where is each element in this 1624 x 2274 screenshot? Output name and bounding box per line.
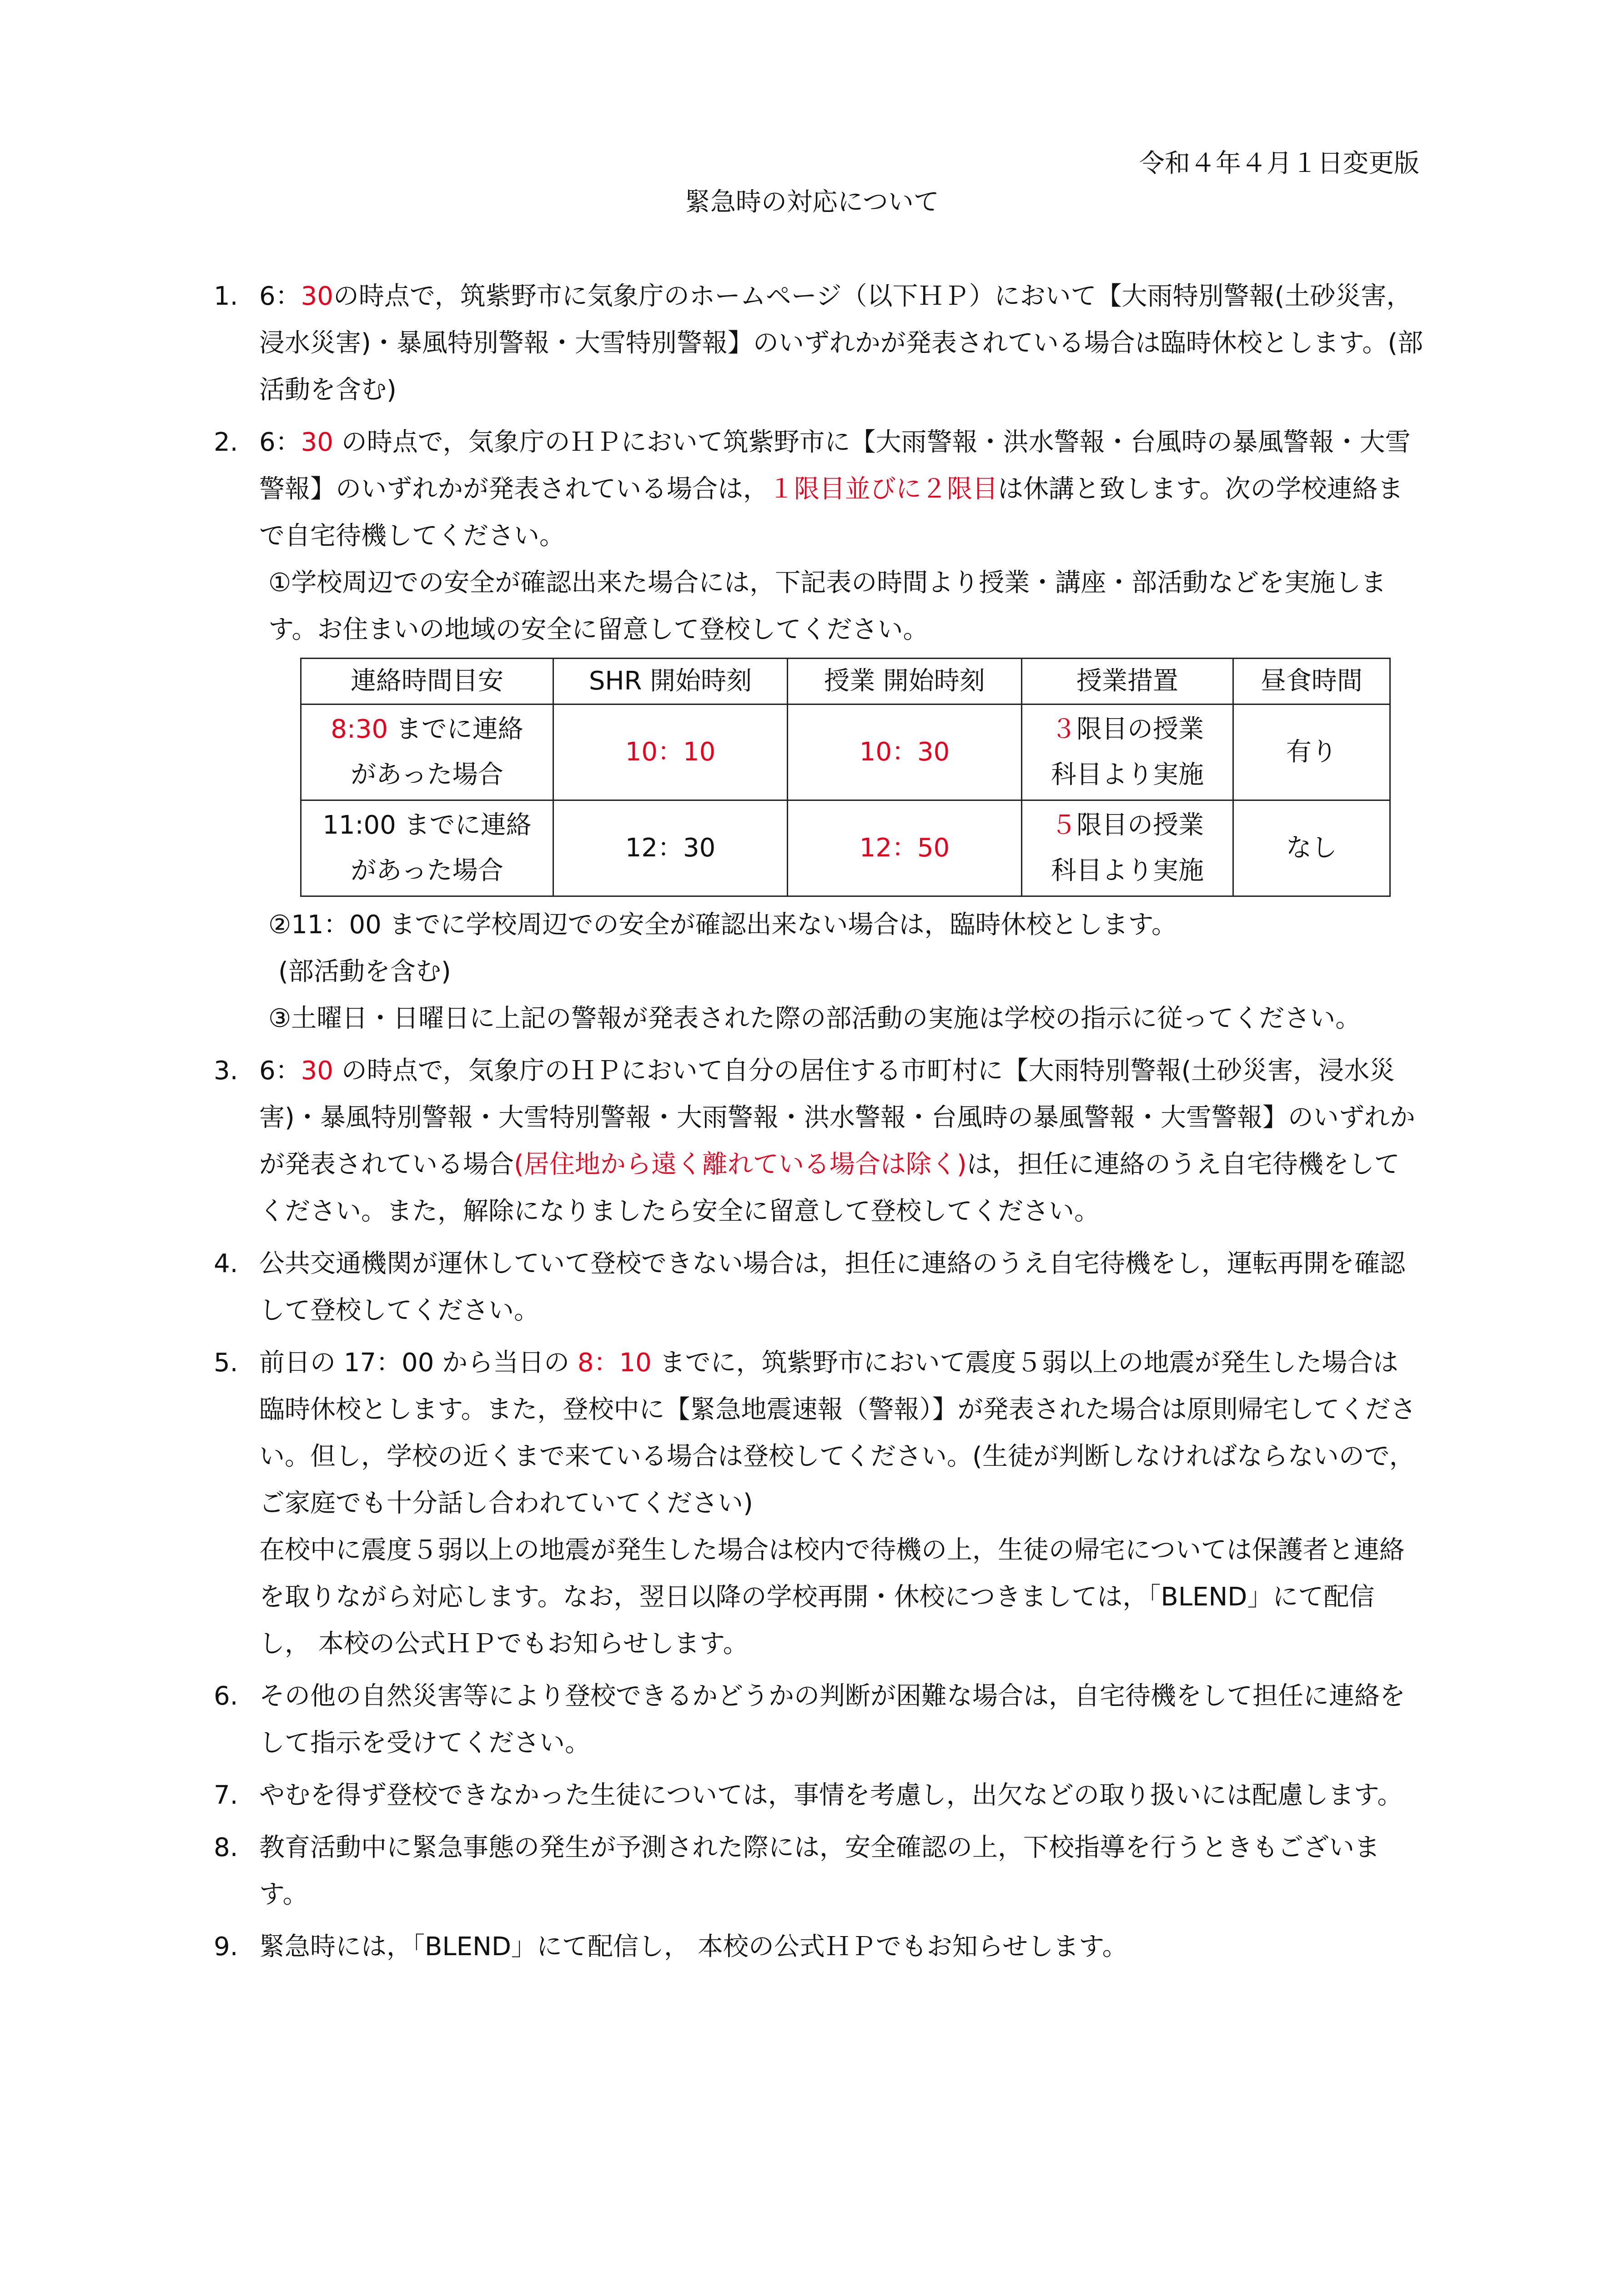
cell-deadline — [301, 704, 553, 800]
item-number: 4. — [214, 1249, 238, 1278]
list-item-4 — [214, 1240, 1423, 1334]
item-text: 公共交通機関が運休していて登校できない場合は，担任に連絡のうえ自宅待機をし，運転再開を確認して登校してください。 — [259, 1249, 1405, 1325]
item-number: 1. — [214, 282, 238, 311]
time-highlight: 30 — [301, 1056, 333, 1086]
sub-item-1: ①学校周辺での安全が確認出来た場合には，下記表の時間より授業・講座・部活動などを実施します。お住まいの地域の安全に留意して登校してください。 — [268, 568, 1387, 644]
list-item-8 — [214, 1824, 1423, 1918]
table-header-row — [301, 659, 1390, 704]
header-class-start: 授業 開始時刻 — [788, 659, 1022, 704]
table-row — [301, 704, 1390, 800]
measure-text: 限目の授業 — [1076, 714, 1204, 744]
item-number: 2. — [214, 428, 238, 457]
item-text: の時点で，気象庁のＨＰにおいて自分の居住する市町村に【大雨特別警報(土砂災害，浸水災害)・暴風特別警報・大雪特別警報・大雨警報・洪水警報・台風時の暴風警報・大雪警報】のいずれかが発表されている場合 — [259, 1056, 1415, 1179]
item-number: 9. — [214, 1932, 238, 1962]
cancelled-periods-highlight: １限目並びに２限目 — [769, 474, 998, 504]
cell-class-start: 10：30 — [788, 704, 1022, 800]
period-highlight: ３ — [1051, 714, 1076, 744]
time-highlight: 30 — [301, 428, 333, 457]
cell-shr-start: 10：10 — [553, 704, 788, 800]
sub-item-2: ②11：00 までに学校周辺での安全が確認出来ない場合は，臨時休校とします。 — [268, 910, 1177, 940]
header-shr-start: SHR 開始時刻 — [553, 659, 788, 704]
measure-text-2: 科目より実施 — [1051, 856, 1204, 885]
sub-item-2-note: (部活動を含む) — [278, 957, 451, 986]
item-text: は休講と致します。次の学校連絡まで自宅待機してください。 — [259, 474, 1403, 551]
item-text: は，担任に連絡のうえ自宅待機をしてください。また，解除になりましたら安全に留意して登校してください。 — [259, 1150, 1400, 1226]
table-row — [301, 800, 1390, 896]
cell-lunch: なし — [1233, 800, 1390, 896]
list-item-6 — [214, 1673, 1423, 1766]
deadline-text-2: があった場合 — [351, 760, 503, 790]
time-highlight: 30 — [301, 282, 333, 311]
version-label: 令和４年４月１日変更版 — [1139, 149, 1419, 178]
deadline-text: 11:00 までに連絡 — [322, 810, 532, 840]
cell-lunch: 有り — [1233, 704, 1390, 800]
cell-measure — [1022, 704, 1233, 800]
deadline-text: までに連絡 — [387, 714, 523, 744]
item-number: 3. — [214, 1056, 238, 1086]
list-item-2 — [214, 419, 1423, 1042]
period-highlight: ５ — [1051, 810, 1076, 840]
item-text: 教育活動中に緊急事態の発生が予測された際には，安全確認の上，下校指導を行うときもございます。 — [259, 1833, 1380, 1909]
deadline-time-highlight: 8:30 — [331, 714, 388, 744]
measure-text: 限目の授業 — [1076, 810, 1204, 840]
item-number: 6. — [214, 1681, 238, 1711]
document-title: 緊急時の対応について — [685, 187, 939, 217]
list-item-3 — [214, 1047, 1423, 1235]
cell-shr-start: 12：30 — [553, 800, 788, 896]
resume-schedule-table — [300, 658, 1391, 897]
time-highlight: 8：10 — [577, 1348, 652, 1378]
emergency-rules-list — [214, 273, 1423, 1976]
item-text: の時点で，筑紫野市に気象庁のホームページ（以下ＨＰ）において【大雨特別警報(土砂災害，浸水災害)・暴風特別警報・大雪特別警報】のいずれかが発表されている場合は臨時休校とします。(部活動を含む) — [259, 282, 1423, 405]
item-text: やむを得ず登校できなかった生徒については，事情を考慮し，出欠などの取り扱いには配慮します。 — [259, 1781, 1403, 1810]
item-text-continued: 在校中に震度５弱以上の地震が発生した場合は校内で待機の上，生徒の帰宅については保護者と連絡を取りながら対応します。なお，翌日以降の学校再開・休校につきましては，「BLEND」にて配信し， 本校の公式ＨＰでもお知らせします。 — [259, 1535, 1405, 1659]
time-prefix: 6： — [259, 428, 301, 457]
list-item-5 — [214, 1339, 1423, 1667]
sub-item-3: ③土曜日・日曜日に上記の警報が発表された際の部活動の実施は学校の指示に従ってください。 — [268, 1004, 1361, 1033]
item-text: の時点で，気象庁のＨＰにおいて筑紫野市に【大雨警報・洪水警報・台風時の暴風警報・大雪警報】のいずれかが発表されている場合は， — [259, 428, 1411, 504]
header-lunch: 昼食時間 — [1233, 659, 1390, 704]
header-measure: 授業措置 — [1022, 659, 1233, 704]
item-number: 7. — [214, 1781, 238, 1810]
item-number: 8. — [214, 1833, 238, 1862]
time-prefix: 6： — [259, 282, 301, 311]
time-prefix: 6： — [259, 1056, 301, 1086]
list-item-7 — [214, 1772, 1423, 1819]
cell-class-start: 12：50 — [788, 800, 1022, 896]
item-text: その他の自然災害等により登校できるかどうかの判断が困難な場合は，自宅待機をして担任に連絡をして指示を受けてください。 — [259, 1681, 1405, 1758]
exception-highlight: (居住地から遠く離れている場合は除く) — [514, 1150, 967, 1179]
item-text: 前日の 17：00 から当日の — [259, 1348, 578, 1378]
cell-measure — [1022, 800, 1233, 896]
item-number: 5. — [214, 1348, 238, 1378]
cell-deadline — [301, 800, 553, 896]
item-text: までに，筑紫野市において震度５弱以上の地震が発生した場合は臨時休校とします。また，登校中に【緊急地震速報（警報）】が発表された場合は原則帰宅してください。但し，学校の近くまで来ている場合は登校してください。(生徒が判断しなければならないので，ご家庭でも十分話し合われていてください) — [259, 1348, 1416, 1518]
item-text: 緊急時には，「BLEND」にて配信し， 本校の公式ＨＰでもお知らせします。 — [259, 1932, 1128, 1962]
deadline-text-2: があった場合 — [351, 856, 503, 885]
measure-text-2: 科目より実施 — [1051, 760, 1204, 790]
header-deadline: 連絡時間目安 — [301, 659, 553, 704]
list-item-1 — [214, 273, 1423, 413]
list-item-9 — [214, 1923, 1423, 1970]
